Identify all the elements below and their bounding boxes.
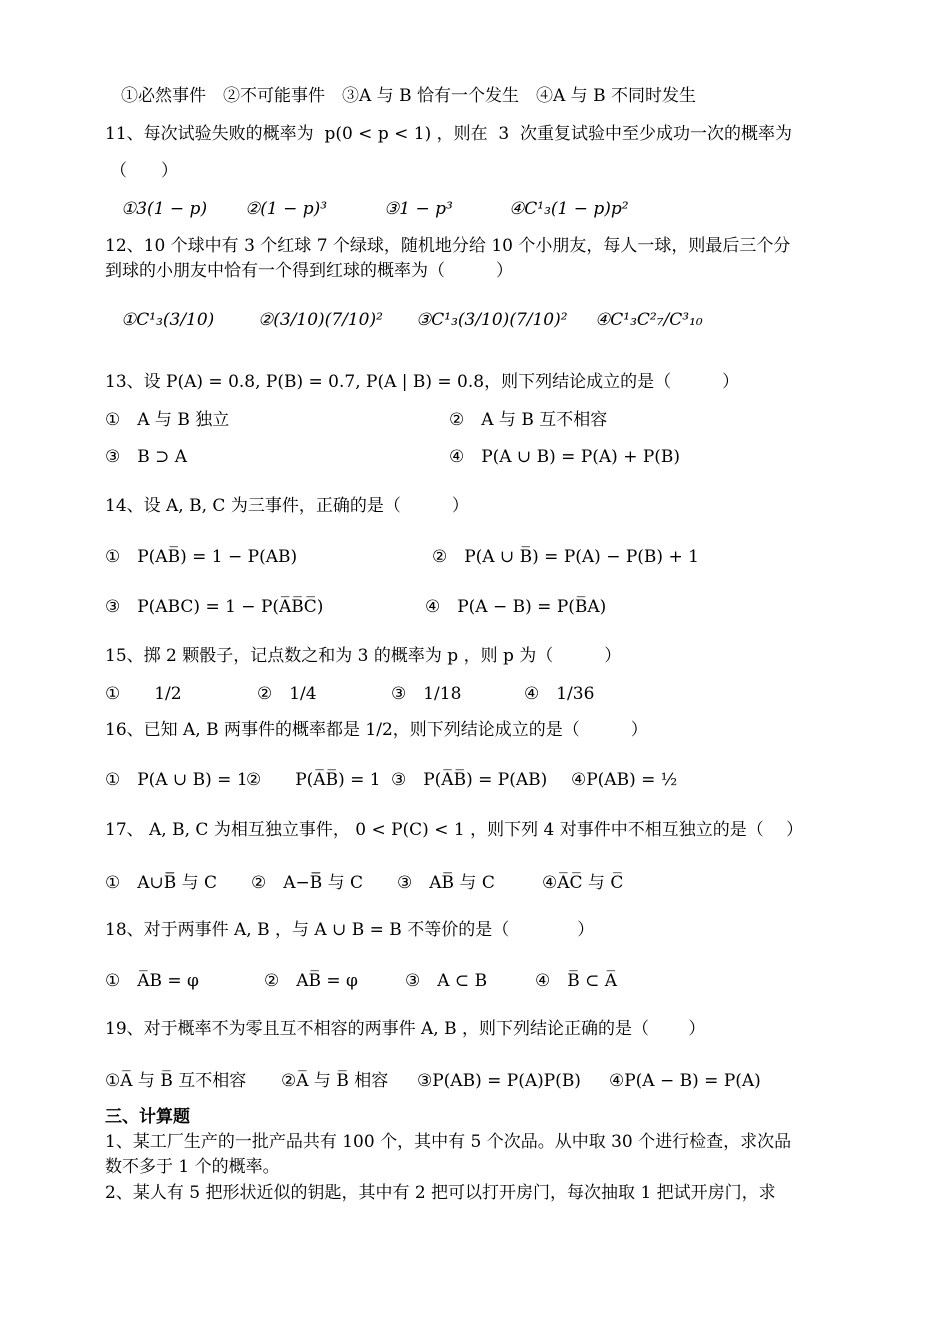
q18-stem: 18、对于两事件 A, B ，与 A ∪ B = B 不等价的是（ ）	[105, 920, 595, 940]
q12-option-2: ②(3/10)(7/10)²	[258, 310, 383, 330]
q16-option-4: ④P(AB) = ½	[571, 770, 678, 790]
q19-option-2: ②A̅ 与 B̅ 相容	[281, 1071, 389, 1091]
q17-option-4: ④A̅C̅ 与 C̅	[542, 873, 624, 893]
q14-option-3: ③ P(ABC) = 1 − P(A̅B̅C̅)	[105, 597, 324, 617]
problem-1-line-2: 数不多于 1 个的概率。	[105, 1157, 280, 1177]
q16-option-3: ③ P(A̅B̅) = P(AB)	[391, 770, 548, 790]
q19-stem: 19、对于概率不为零且互不相容的两事件 A, B ，则下列结论正确的是（ ）	[105, 1019, 706, 1039]
q18-option-2: ② AB̅ = φ	[264, 971, 358, 991]
q11-option-2: ②(1 − p)³	[245, 199, 328, 219]
q12-option-4: ④C¹₃C²₇/C³₁₀	[595, 310, 703, 330]
q18-option-4: ④ B̅ ⊂ A̅	[535, 971, 618, 991]
q17-option-1: ① A∪B̅̅̅̅ 与 C	[105, 873, 218, 893]
q14-option-2: ② P(A ∪ B̅) = P(A) − P(B) + 1	[432, 547, 699, 567]
q11-option-4: ④C¹₃(1 − p)p²	[509, 199, 629, 219]
q15-stem: 15、掷 2 颗骰子，记点数之和为 3 的概率为 p ，则 p 为（ ）	[105, 646, 622, 666]
q13-option-4: ④ P(A ∪ B) = P(A) + P(B)	[449, 447, 681, 467]
q13-option-3: ③ B ⊃ A	[105, 447, 188, 467]
q13-option-1: ① A 与 B 独立	[105, 410, 230, 430]
q12-option-1: ①C¹₃(3/10)	[121, 310, 215, 330]
q11-stem-cont: （ ）	[110, 161, 178, 181]
q19-option-1: ①A̅ 与 B̅ 互不相容	[105, 1071, 247, 1091]
q16-option-2: ② P(A̅B̅) = 1	[246, 770, 381, 790]
q12-stem: 12、10 个球中有 3 个红球 7 个绿球，随机地分给 10 个小朋友，每人一球，则最后三个分	[105, 236, 791, 256]
section-title: 三、计算题	[105, 1107, 190, 1127]
q19-option-3: ③P(AB) = P(A)P(B)	[417, 1071, 581, 1091]
q13-stem: 13、设 P(A) = 0.8, P(B) = 0.7, P(A | B) = 0.8，则下列结论成立的是（ ）	[105, 372, 740, 392]
q16-option-1: ① P(A ∪ B) = 1	[105, 770, 248, 790]
q11-option-3: ③1 − p³	[384, 199, 453, 219]
q15-option-4: ④ 1/36	[524, 684, 595, 704]
q10-options: ①必然事件 ②不可能事件 ③A 与 B 恰有一个发生 ④A 与 B 不同时发生	[121, 86, 696, 106]
q11-stem: 11、每次试验失败的概率为 p(0 < p < 1) ，则在 3 次重复试验中至少成功一次的概率为	[105, 124, 793, 144]
q17-option-3: ③ AB̅̅ 与 C	[397, 873, 495, 893]
q14-option-4: ④ P(A − B) = P(B̅A)	[425, 597, 607, 617]
problem-2-line-1: 2、某人有 5 把形状近似的钥匙，其中有 2 把可以打开房门，每次抽取 1 把试开房门，求	[105, 1183, 776, 1203]
q12-option-3: ③C¹₃(3/10)(7/10)²	[416, 310, 568, 330]
q15-option-1: ① 1/2	[105, 684, 182, 704]
q17-stem: 17、 A, B, C 为相互独立事件， 0 < P(C) < 1 ，则下列 4 对事件中不相互独立的是（ ）	[105, 820, 804, 840]
q13-option-2: ② A 与 B 互不相容	[449, 410, 608, 430]
q11-option-1: ①3(1 − p)	[121, 199, 208, 219]
q14-stem: 14、设 A, B, C 为三事件，正确的是（ ）	[105, 496, 469, 516]
q14-option-1: ① P(AB̅) = 1 − P(AB)	[105, 547, 298, 567]
q18-option-3: ③ A ⊂ B	[405, 971, 488, 991]
problem-1-line-1: 1、某工厂生产的一批产品共有 100 个，其中有 5 个次品。从中取 30 个进行检查，求次品	[105, 1132, 792, 1152]
q15-option-3: ③ 1/18	[391, 684, 462, 704]
q17-option-2: ② A−B̅̅̅̅ 与 C	[251, 873, 364, 893]
q12-stem-cont: 到球的小朋友中恰有一个得到红球的概率为（ ）	[105, 261, 513, 281]
q15-option-2: ② 1/4	[257, 684, 317, 704]
q16-stem: 16、已知 A, B 两事件的概率都是 1/2，则下列结论成立的是（ ）	[105, 720, 648, 740]
q19-option-4: ④P(A − B) = P(A)	[609, 1071, 761, 1091]
q18-option-1: ① A̅B = φ	[105, 971, 199, 991]
